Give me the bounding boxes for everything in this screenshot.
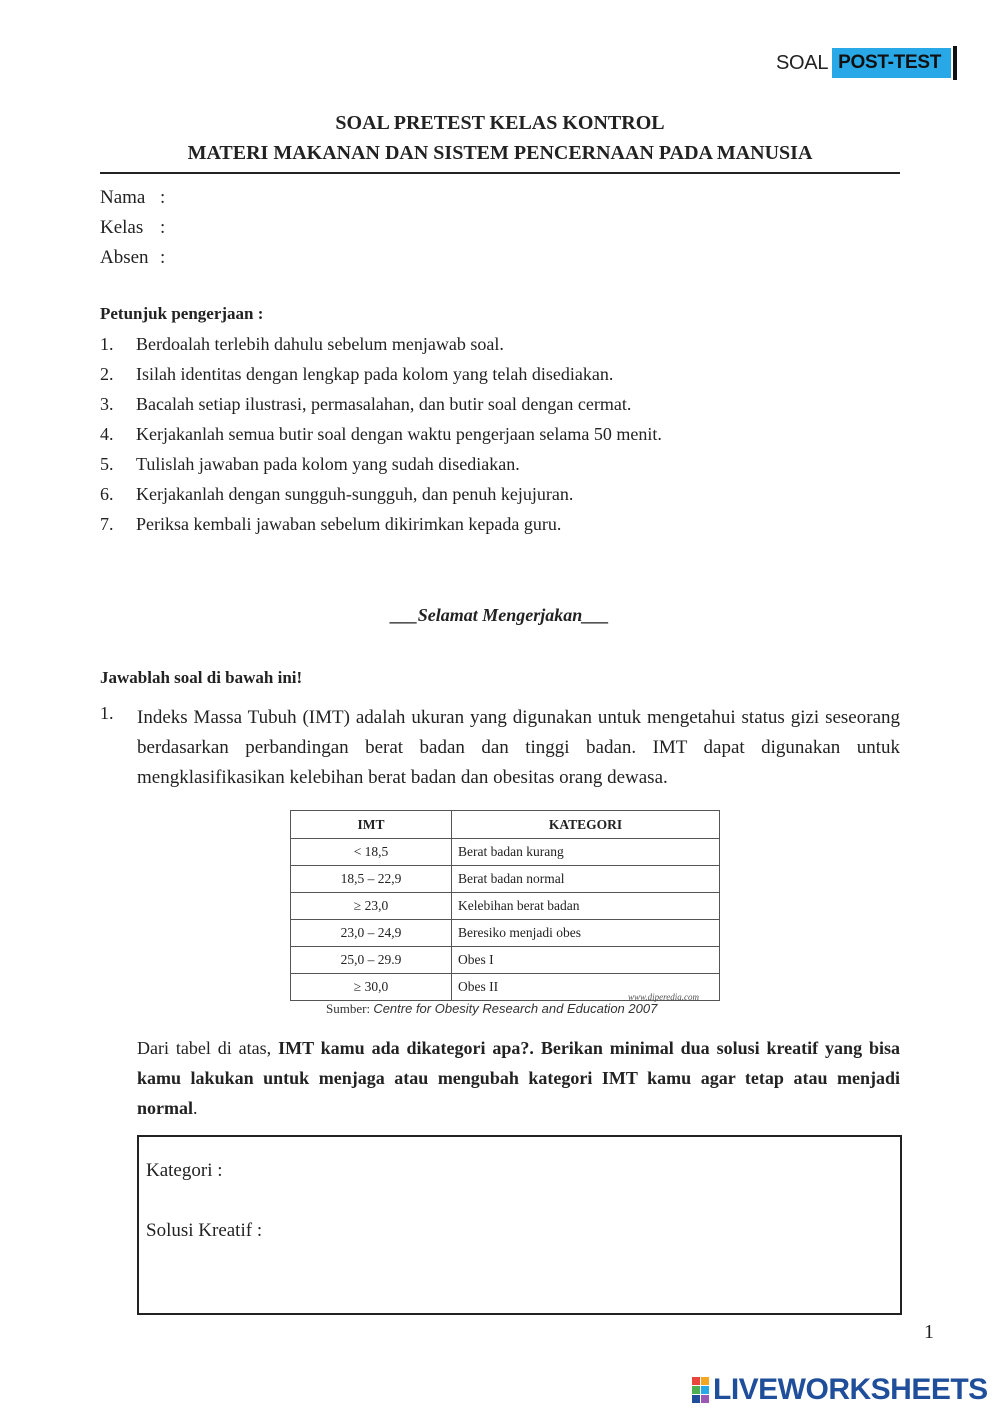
brand-footer [692,1373,988,1407]
instruction-num: 6. [100,484,114,504]
instruction-num: 4. [100,424,114,444]
question-number: 1. [100,703,114,723]
imt-table-figure [290,810,720,1001]
tag-main: POST-TEST [832,48,951,78]
prompt-end: . [193,1098,198,1118]
post-test-tag [776,46,957,80]
question-prompt [137,1033,900,1123]
brand-name: LIVEWORKSHEETS [713,1373,988,1406]
instruction-num: 3. [100,394,114,414]
identity-sep: : [160,187,166,208]
table-header-kategori: KATEGORI [452,811,720,839]
instructions-heading: Petunjuk pengerjaan : [100,304,264,323]
instruction-item [100,454,520,475]
imt-category: Obes II [452,974,720,1001]
tag-bar [953,46,957,80]
imt-category: Kelebihan berat badan [452,893,720,920]
instruction-text: Berdoalah terlebih dahulu sebelum menjawab soal. [136,334,504,354]
identity-nama [100,187,165,209]
instruction-text: Isilah identitas dengan lengkap pada kolom yang telah disediakan. [136,364,614,384]
source-text: Centre for Obesity Research and Education 2007 [373,1001,658,1016]
table-watermark: www.diperedia.com [628,992,699,1002]
instruction-item [100,424,662,445]
questions-heading: Jawablah soal di bawah ini! [100,668,303,687]
instruction-item [100,484,573,505]
instruction-text: Kerjakanlah semua butir soal dengan waktu pengerjaan selama 50 menit. [136,424,662,444]
imt-category: Beresiko menjadi obes [452,920,720,947]
answer-label-solution: Solusi Kreatif : [146,1220,263,1241]
imt-category: Obes I [452,947,720,974]
identity-sep: : [160,217,166,238]
instruction-text: Periksa kembali jawaban sebelum dikirimkan kepada guru. [136,514,562,534]
imt-value: 18,5 – 22,9 [291,866,452,893]
imt-category: Berat badan kurang [452,839,720,866]
instruction-item [100,394,631,415]
instruction-item [100,514,561,535]
page-number: 1 [924,1321,934,1343]
instruction-text: Bacalah setiap ilustrasi, permasalahan, dan butir soal dengan cermat. [136,394,632,414]
instruction-item [100,364,613,385]
imt-value: < 18,5 [291,839,452,866]
table-row [291,947,720,974]
prompt-intro: Dari tabel di atas, [137,1038,279,1058]
question-text: Indeks Massa Tubuh (IMT) adalah ukuran yang digunakan untuk mengetahui status gizi seseorang berdasarkan perbandingan berat badan dan tinggi badan. IMT dapat digunakan untuk mengklasifikasikan kelebihan berat badan dan obesitas orang dewasa. [137,707,900,788]
instruction-text: Kerjakanlah dengan sungguh-sungguh, dan penuh kejujuran. [136,484,574,504]
source-label: Sumber: [326,1001,371,1016]
title-divider [100,172,900,174]
identity-label: Absen [100,247,149,268]
closing-greeting: ___Selamat Mengerjakan___ [390,605,610,625]
imt-category: Berat badan normal [452,866,720,893]
imt-value: 23,0 – 24,9 [291,920,452,947]
title-line-2: MATERI MAKANAN DAN SISTEM PENCERNAAN PADA MANUSIA [187,142,813,164]
instruction-item [100,334,504,355]
instruction-num: 7. [100,514,114,534]
identity-label: Kelas [100,217,144,238]
identity-absen [100,247,165,269]
identity-sep: : [160,247,166,268]
instruction-num: 2. [100,364,114,384]
table-row [291,920,720,947]
instruction-num: 1. [100,334,114,354]
title-line-1: SOAL PRETEST KELAS KONTROL [335,112,665,134]
table-row [291,893,720,920]
imt-value: 25,0 – 29.9 [291,947,452,974]
imt-value: ≥ 23,0 [291,893,452,920]
imt-table [290,810,720,1001]
table-source [326,1001,657,1017]
imt-value: ≥ 30,0 [291,974,452,1001]
table-header-imt: IMT [291,811,452,839]
answer-label-category: Kategori : [146,1160,223,1181]
instruction-text: Tulislah jawaban pada kolom yang sudah disediakan. [136,454,520,474]
identity-kelas [100,217,165,239]
liveworksheets-logo-icon [692,1377,709,1403]
tag-prefix: SOAL [776,51,829,74]
table-row [291,839,720,866]
instruction-num: 5. [100,454,114,474]
prompt-bold: IMT kamu ada dikategori apa?. Berikan minimal dua solusi kreatif yang bisa kamu lakukan untuk menjaga atau mengubah kategori IMT kamu agar tetap atau menjadi normal [137,1038,900,1118]
identity-label: Nama [100,187,146,208]
table-row [291,866,720,893]
table-header-row [291,811,720,839]
